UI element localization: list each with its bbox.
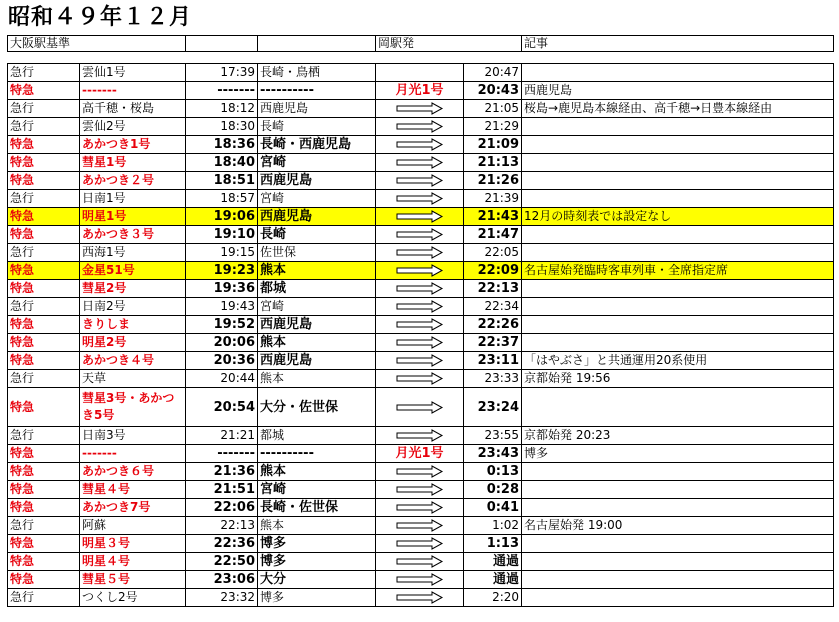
table-row: [8, 172, 834, 190]
destination: ----------: [258, 82, 376, 100]
via-cell: [376, 352, 464, 370]
okayama-departure: 21:47: [464, 226, 522, 244]
destination: 都城: [258, 427, 376, 445]
note: [522, 553, 834, 571]
via-cell: [376, 499, 464, 517]
destination: 長崎: [258, 118, 376, 136]
okayama-departure: 23:43: [464, 445, 522, 463]
right-arrow-icon: [396, 519, 444, 532]
table-row: [8, 262, 834, 280]
table-row: [8, 553, 834, 571]
note: 桜島→鹿児島本線経由、高千穂→日豊本線経由: [522, 100, 834, 118]
train-type: 特急: [8, 445, 80, 463]
right-arrow-icon: [396, 282, 444, 295]
osaka-departure: 22:06: [186, 499, 258, 517]
train-name: 日南3号: [80, 427, 186, 445]
okayama-departure: 20:43: [464, 82, 522, 100]
train-type: 特急: [8, 571, 80, 589]
train-name: 彗星3号・あかつき5号: [80, 388, 186, 427]
train-type: 特急: [8, 82, 80, 100]
table-row: [8, 352, 834, 370]
note: [522, 280, 834, 298]
osaka-departure: 21:51: [186, 481, 258, 499]
train-type: 急行: [8, 64, 80, 82]
destination: 大分・佐世保: [258, 388, 376, 427]
train-type: 特急: [8, 316, 80, 334]
okayama-departure: 23:55: [464, 427, 522, 445]
train-name: あかつき３号: [80, 226, 186, 244]
table-row: [8, 100, 834, 118]
via-cell: [376, 298, 464, 316]
via-cell: [376, 481, 464, 499]
connecting-train-label: 月光1号: [395, 83, 444, 98]
note: [522, 535, 834, 553]
via-cell: [376, 118, 464, 136]
osaka-departure: 18:36: [186, 136, 258, 154]
okayama-departure: 21:09: [464, 136, 522, 154]
osaka-departure: 22:50: [186, 553, 258, 571]
header-okayama: 岡駅発: [376, 36, 522, 52]
right-arrow-icon: [396, 537, 444, 550]
destination: 長崎・鳥栖: [258, 64, 376, 82]
train-name: あかつき7号: [80, 499, 186, 517]
okayama-departure: 22:34: [464, 298, 522, 316]
via-cell: [376, 388, 464, 427]
header-base: 大阪駅基準: [8, 36, 186, 52]
note: [522, 463, 834, 481]
right-arrow-icon: [396, 210, 444, 223]
train-name: 天草: [80, 370, 186, 388]
osaka-departure: 21:21: [186, 427, 258, 445]
right-arrow-icon: [396, 228, 444, 241]
osaka-departure: 21:36: [186, 463, 258, 481]
osaka-departure: 19:52: [186, 316, 258, 334]
train-type: 急行: [8, 370, 80, 388]
train-name: 明星2号: [80, 334, 186, 352]
right-arrow-icon: [396, 156, 444, 169]
destination: 博多: [258, 553, 376, 571]
train-name: -------: [80, 82, 186, 100]
train-name: 明星1号: [80, 208, 186, 226]
table-row: [8, 445, 834, 463]
via-cell: [376, 535, 464, 553]
table-row: [8, 208, 834, 226]
train-name: -------: [80, 445, 186, 463]
note: 12月の時刻表では設定なし: [522, 208, 834, 226]
right-arrow-icon: [396, 318, 444, 331]
via-cell: [376, 517, 464, 535]
via-cell: [376, 463, 464, 481]
right-arrow-icon: [396, 354, 444, 367]
right-arrow-icon: [396, 465, 444, 478]
destination: 都城: [258, 280, 376, 298]
okayama-departure: 21:39: [464, 190, 522, 208]
table-row: [8, 190, 834, 208]
okayama-departure: 21:29: [464, 118, 522, 136]
train-type: 急行: [8, 517, 80, 535]
table-row: [8, 64, 834, 82]
table-row: [8, 481, 834, 499]
destination: 長崎: [258, 226, 376, 244]
train-name: 阿蘇: [80, 517, 186, 535]
osaka-departure: 19:15: [186, 244, 258, 262]
right-arrow-icon: [396, 120, 444, 133]
via-cell: [376, 553, 464, 571]
okayama-departure: 23:33: [464, 370, 522, 388]
destination: 長崎・佐世保: [258, 499, 376, 517]
via-cell: [376, 427, 464, 445]
train-name: 高千穂・桜島: [80, 100, 186, 118]
train-name: あかつき２号: [80, 172, 186, 190]
table-row: [8, 154, 834, 172]
note: 博多: [522, 445, 834, 463]
header-row: [8, 36, 834, 52]
note: 西鹿児島: [522, 82, 834, 100]
train-type: 特急: [8, 388, 80, 427]
destination: 長崎・西鹿児島: [258, 136, 376, 154]
via-cell: [376, 208, 464, 226]
right-arrow-icon: [396, 555, 444, 568]
destination: 熊本: [258, 370, 376, 388]
okayama-departure: 0:28: [464, 481, 522, 499]
okayama-departure: 23:11: [464, 352, 522, 370]
table-row: [8, 280, 834, 298]
right-arrow-icon: [396, 483, 444, 496]
table-row: [8, 334, 834, 352]
osaka-departure: 19:06: [186, 208, 258, 226]
right-arrow-icon: [396, 501, 444, 514]
train-name: あかつき４号: [80, 352, 186, 370]
okayama-departure: 21:13: [464, 154, 522, 172]
train-name: 彗星1号: [80, 154, 186, 172]
okayama-departure: 21:26: [464, 172, 522, 190]
table-row: [8, 463, 834, 481]
destination: 大分: [258, 571, 376, 589]
train-type: 特急: [8, 226, 80, 244]
note: [522, 316, 834, 334]
note: [522, 118, 834, 136]
destination: 熊本: [258, 463, 376, 481]
note: [522, 244, 834, 262]
train-type: 特急: [8, 463, 80, 481]
train-name: 彗星2号: [80, 280, 186, 298]
table-row: [8, 118, 834, 136]
note: [522, 589, 834, 607]
train-type: 急行: [8, 298, 80, 316]
okayama-departure: 0:13: [464, 463, 522, 481]
table-row: [8, 589, 834, 607]
train-name: 明星３号: [80, 535, 186, 553]
destination: 西鹿児島: [258, 100, 376, 118]
right-arrow-icon: [396, 174, 444, 187]
right-arrow-icon: [396, 138, 444, 151]
destination: ----------: [258, 445, 376, 463]
spacer-row: [8, 52, 834, 64]
osaka-departure: -------: [186, 82, 258, 100]
via-cell: [376, 154, 464, 172]
train-type: 特急: [8, 553, 80, 571]
via-cell: [376, 262, 464, 280]
note: [522, 499, 834, 517]
right-arrow-icon: [396, 246, 444, 259]
train-type: 急行: [8, 100, 80, 118]
train-name: あかつき６号: [80, 463, 186, 481]
note: [522, 481, 834, 499]
train-type: 特急: [8, 499, 80, 517]
note: 名古屋始発臨時客車列車・全席指定席: [522, 262, 834, 280]
table-row: [8, 517, 834, 535]
osaka-departure: 19:36: [186, 280, 258, 298]
train-type: 特急: [8, 136, 80, 154]
via-cell: [376, 571, 464, 589]
train-type: 特急: [8, 334, 80, 352]
osaka-departure: 18:30: [186, 118, 258, 136]
osaka-departure: -------: [186, 445, 258, 463]
right-arrow-icon: [396, 192, 444, 205]
via-cell: [376, 445, 464, 463]
destination: 博多: [258, 589, 376, 607]
destination: 佐世保: [258, 244, 376, 262]
train-type: 特急: [8, 172, 80, 190]
note: [522, 388, 834, 427]
train-name: きりしま: [80, 316, 186, 334]
okayama-departure: 22:26: [464, 316, 522, 334]
train-type: 特急: [8, 154, 80, 172]
osaka-departure: 22:36: [186, 535, 258, 553]
okayama-departure: 21:05: [464, 100, 522, 118]
osaka-departure: 18:51: [186, 172, 258, 190]
okayama-departure: 22:13: [464, 280, 522, 298]
train-type: 特急: [8, 262, 80, 280]
via-cell: [376, 172, 464, 190]
table-row: [8, 535, 834, 553]
right-arrow-icon: [396, 401, 444, 414]
note: [522, 334, 834, 352]
okayama-departure: 22:37: [464, 334, 522, 352]
train-name: 雲仙1号: [80, 64, 186, 82]
train-type: 急行: [8, 190, 80, 208]
train-name: 彗星４号: [80, 481, 186, 499]
train-type: 特急: [8, 481, 80, 499]
table-row: [8, 499, 834, 517]
train-name: 明星４号: [80, 553, 186, 571]
okayama-departure: 通過: [464, 553, 522, 571]
train-type: 特急: [8, 280, 80, 298]
table-row: [8, 571, 834, 589]
osaka-departure: 19:43: [186, 298, 258, 316]
destination: 西鹿児島: [258, 352, 376, 370]
via-cell: [376, 244, 464, 262]
page-title: 昭和４９年１２月: [8, 5, 193, 30]
train-name: つくし2号: [80, 589, 186, 607]
timetable: [7, 35, 834, 607]
okayama-departure: 23:24: [464, 388, 522, 427]
connecting-train-label: 月光1号: [395, 446, 444, 461]
okayama-departure: 22:05: [464, 244, 522, 262]
okayama-departure: 22:09: [464, 262, 522, 280]
train-type: 急行: [8, 427, 80, 445]
osaka-departure: 23:06: [186, 571, 258, 589]
right-arrow-icon: [396, 429, 444, 442]
train-name: 雲仙2号: [80, 118, 186, 136]
train-type: 特急: [8, 535, 80, 553]
okayama-departure: 21:43: [464, 208, 522, 226]
okayama-departure: 0:41: [464, 499, 522, 517]
train-type: 特急: [8, 352, 80, 370]
table-row: [8, 226, 834, 244]
destination: 西鹿児島: [258, 316, 376, 334]
right-arrow-icon: [396, 102, 444, 115]
via-cell: [376, 82, 464, 100]
table-row: [8, 82, 834, 100]
destination: 宮崎: [258, 298, 376, 316]
note: 京都始発 20:23: [522, 427, 834, 445]
osaka-departure: 19:23: [186, 262, 258, 280]
okayama-departure: 2:20: [464, 589, 522, 607]
destination: 熊本: [258, 334, 376, 352]
okayama-departure: 1:02: [464, 517, 522, 535]
train-type: 急行: [8, 244, 80, 262]
note: [522, 298, 834, 316]
right-arrow-icon: [396, 372, 444, 385]
via-cell: [376, 64, 464, 82]
train-type: 急行: [8, 118, 80, 136]
note: [522, 571, 834, 589]
right-arrow-icon: [396, 573, 444, 586]
right-arrow-icon: [396, 591, 444, 604]
note: [522, 172, 834, 190]
osaka-departure: 23:32: [186, 589, 258, 607]
note: 「はやぶさ」と共通運用20系使用: [522, 352, 834, 370]
train-name: 金星51号: [80, 262, 186, 280]
right-arrow-icon: [396, 300, 444, 313]
via-cell: [376, 316, 464, 334]
osaka-departure: 17:39: [186, 64, 258, 82]
via-cell: [376, 226, 464, 244]
note: [522, 190, 834, 208]
table-row: [8, 136, 834, 154]
table-row: [8, 427, 834, 445]
via-cell: [376, 370, 464, 388]
table-row: [8, 298, 834, 316]
note: 京都始発 19:56: [522, 370, 834, 388]
train-name: あかつき1号: [80, 136, 186, 154]
train-type: 急行: [8, 589, 80, 607]
destination: 西鹿児島: [258, 172, 376, 190]
note: [522, 136, 834, 154]
okayama-departure: 通過: [464, 571, 522, 589]
right-arrow-icon: [396, 264, 444, 277]
destination: 宮崎: [258, 481, 376, 499]
train-name: 西海1号: [80, 244, 186, 262]
osaka-departure: 20:06: [186, 334, 258, 352]
destination: 熊本: [258, 262, 376, 280]
right-arrow-icon: [396, 336, 444, 349]
table-row: [8, 388, 834, 427]
okayama-departure: 20:47: [464, 64, 522, 82]
osaka-departure: 19:10: [186, 226, 258, 244]
train-type: 特急: [8, 208, 80, 226]
osaka-departure: 20:36: [186, 352, 258, 370]
destination: 宮崎: [258, 190, 376, 208]
table-row: [8, 244, 834, 262]
osaka-departure: 18:40: [186, 154, 258, 172]
osaka-departure: 22:13: [186, 517, 258, 535]
via-cell: [376, 589, 464, 607]
train-name: 日南2号: [80, 298, 186, 316]
note: 名古屋始発 19:00: [522, 517, 834, 535]
okayama-departure: 1:13: [464, 535, 522, 553]
table-row: [8, 316, 834, 334]
table-row: [8, 370, 834, 388]
via-cell: [376, 100, 464, 118]
note: [522, 226, 834, 244]
osaka-departure: 18:57: [186, 190, 258, 208]
osaka-departure: 20:44: [186, 370, 258, 388]
via-cell: [376, 190, 464, 208]
destination: 西鹿児島: [258, 208, 376, 226]
destination: 宮崎: [258, 154, 376, 172]
note: [522, 154, 834, 172]
osaka-departure: 18:12: [186, 100, 258, 118]
header-notes: 記事: [522, 36, 834, 52]
train-name: 彗星５号: [80, 571, 186, 589]
via-cell: [376, 136, 464, 154]
note: [522, 64, 834, 82]
train-name: 日南1号: [80, 190, 186, 208]
osaka-departure: 20:54: [186, 388, 258, 427]
via-cell: [376, 334, 464, 352]
destination: 博多: [258, 535, 376, 553]
destination: 熊本: [258, 517, 376, 535]
via-cell: [376, 280, 464, 298]
